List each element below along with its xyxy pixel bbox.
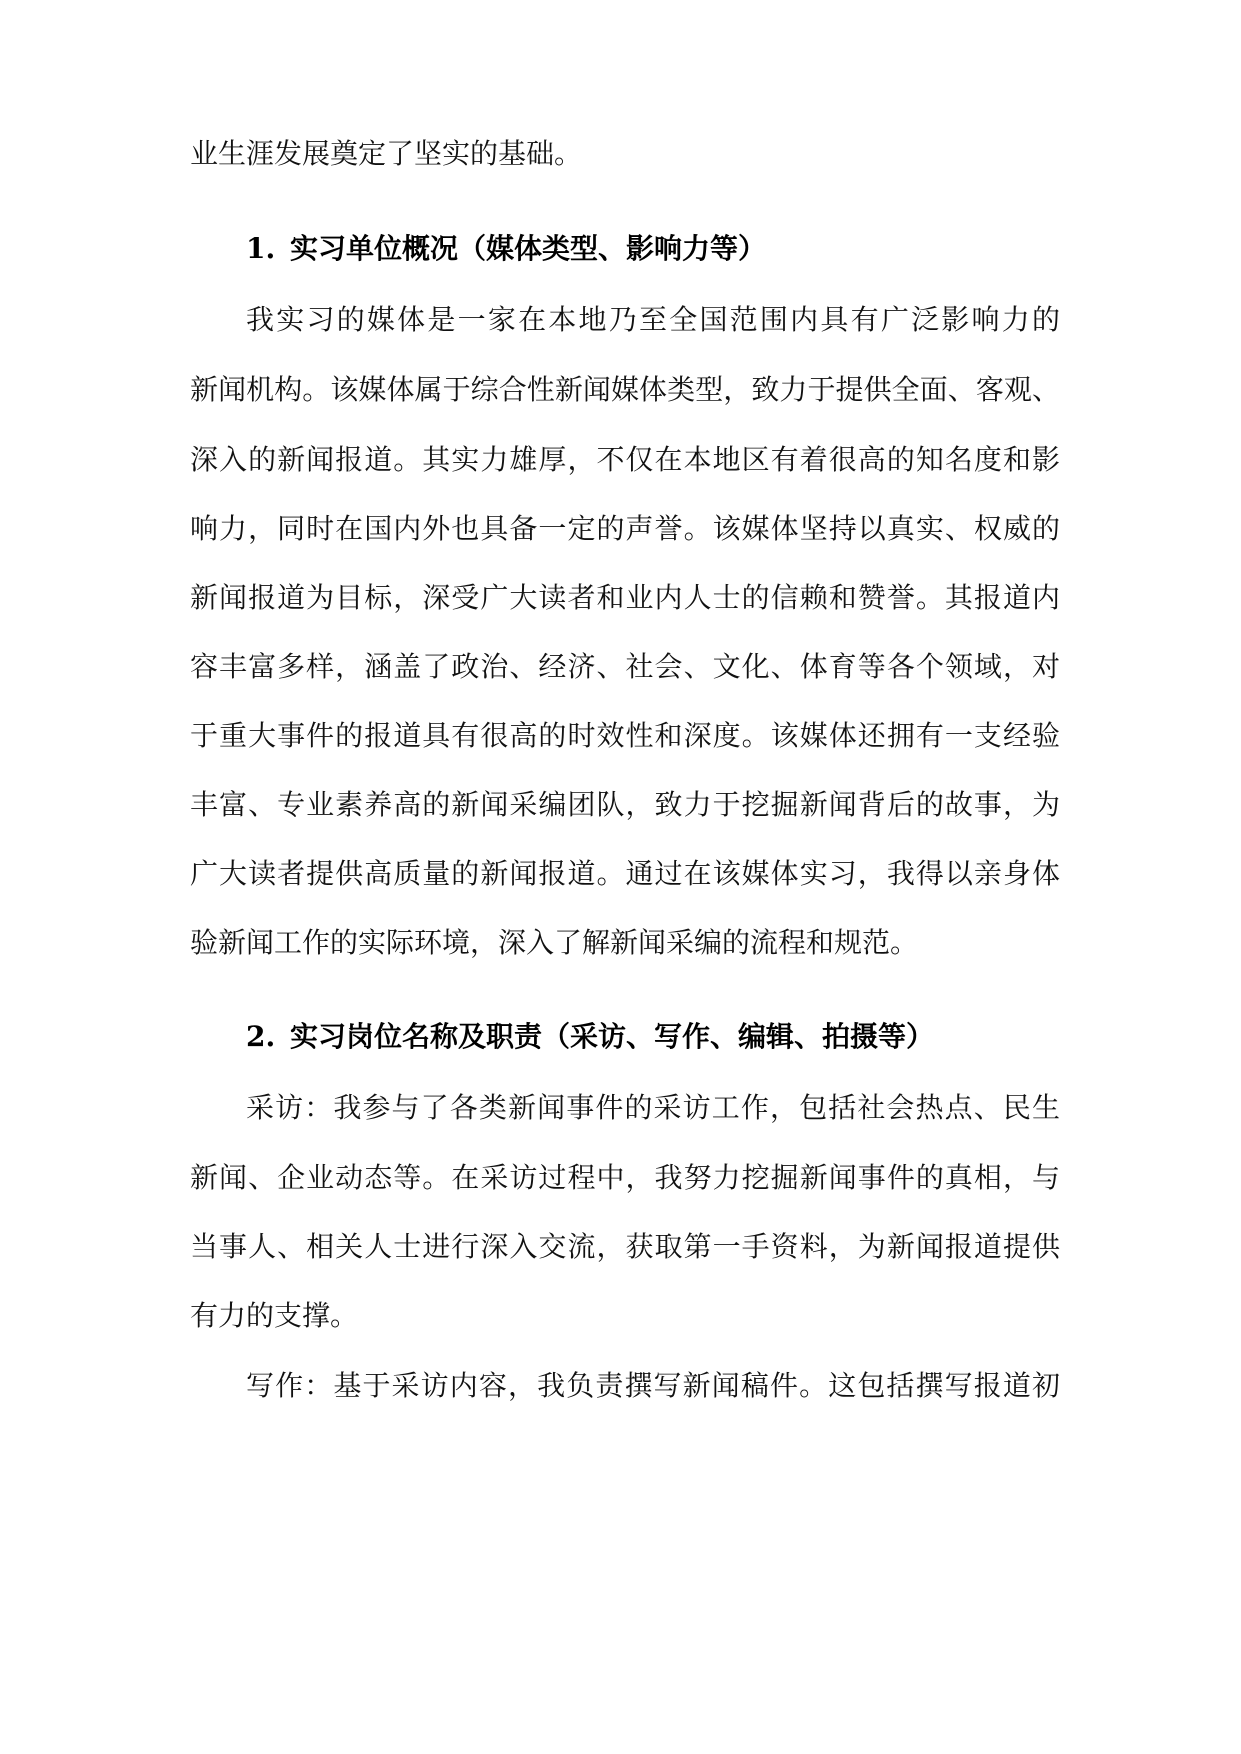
section-2-number: 2. bbox=[246, 1020, 276, 1053]
section-1-paragraph-line: 丰富、专业素养高的新闻采编团队，致力于挖掘新闻背后的故事，为 bbox=[190, 788, 1060, 821]
section-1-paragraph-line: 验新闻工作的实际环境，深入了解新闻采编的流程和规范。 bbox=[190, 926, 919, 959]
section-1-paragraph-line: 新闻机构。该媒体属于综合性新闻媒体类型，致力于提供全面、客观、 bbox=[190, 373, 1060, 406]
section-1-paragraph-line: 广大读者提供高质量的新闻报道。通过在该媒体实习，我得以亲身体 bbox=[190, 857, 1060, 890]
section-1-title: 实习单位概况（媒体类型、影响力等） bbox=[290, 232, 767, 265]
section-1-heading bbox=[246, 231, 766, 267]
section-2-paragraph-line: 有力的支撑。 bbox=[190, 1299, 359, 1332]
section-1-paragraph-line: 新闻报道为目标，深受广大读者和业内人士的信赖和赞誉。其报道内 bbox=[190, 581, 1060, 614]
section-2-paragraph-line: 采访：我参与了各类新闻事件的采访工作，包括社会热点、民生 bbox=[246, 1091, 1060, 1124]
section-1-paragraph-line: 于重大事件的报道具有很高的时效性和深度。该媒体还拥有一支经验 bbox=[190, 719, 1060, 752]
section-1-paragraph-line: 我实习的媒体是一家在本地乃至全国范围内具有广泛影响力的 bbox=[246, 303, 1060, 336]
section-1-paragraph-line: 深入的新闻报道。其实力雄厚，不仅在本地区有着很高的知名度和影 bbox=[190, 443, 1060, 476]
section-2-title: 实习岗位名称及职责（采访、写作、编辑、拍摄等） bbox=[290, 1020, 935, 1053]
section-1-paragraph-line: 容丰富多样，涵盖了政治、经济、社会、文化、体育等各个领域，对 bbox=[190, 650, 1060, 683]
section-1-paragraph-line: 响力，同时在国内外也具备一定的声誉。该媒体坚持以真实、权威的 bbox=[190, 512, 1060, 545]
section-2-paragraph-line: 当事人、相关人士进行深入交流，获取第一手资料，为新闻报道提供 bbox=[190, 1230, 1060, 1263]
intro-line: 业生涯发展奠定了坚实的基础。 bbox=[190, 137, 583, 170]
section-1-number: 1. bbox=[246, 232, 276, 265]
section-2-heading bbox=[246, 1019, 934, 1055]
section-2-paragraph-line: 写作：基于采访内容，我负责撰写新闻稿件。这包括撰写报道初 bbox=[246, 1369, 1060, 1402]
section-2-paragraph-line: 新闻、企业动态等。在采访过程中，我努力挖掘新闻事件的真相，与 bbox=[190, 1161, 1060, 1194]
